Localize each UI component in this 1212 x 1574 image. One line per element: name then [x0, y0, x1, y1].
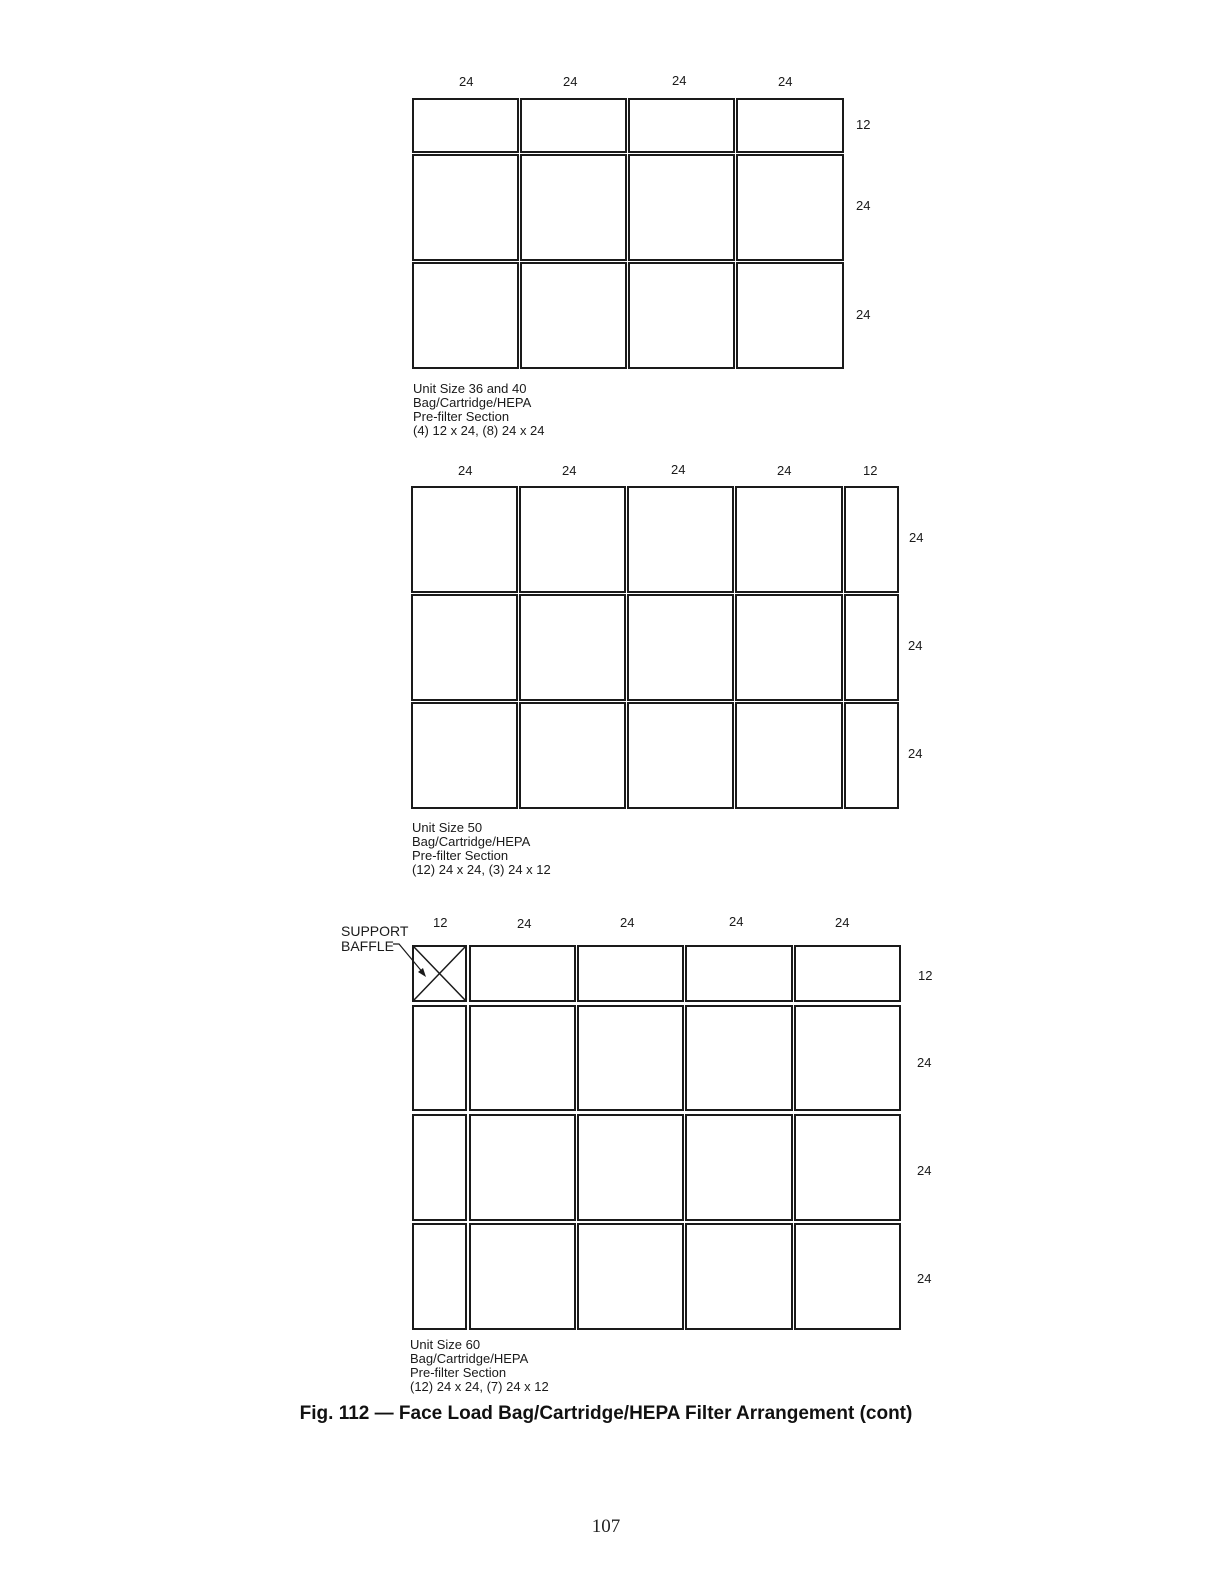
row-label: 12 — [918, 968, 933, 983]
filter-24x24 — [519, 702, 626, 809]
support-baffle-label — [341, 924, 408, 954]
filter-24x24 — [735, 486, 843, 593]
filter-24x24 — [735, 594, 843, 701]
filter-12x24 — [736, 98, 844, 153]
filter-24x24 — [577, 1114, 684, 1221]
caption-line: (4) 12 x 24, (8) 24 x 24 — [413, 423, 545, 438]
page-number: 107 — [591, 1516, 621, 1537]
col-label: 24 — [778, 74, 793, 89]
filter-24x24 — [794, 1223, 901, 1330]
caption-line: Bag/Cartridge/HEPA — [412, 834, 531, 849]
col-label: 24 — [458, 463, 473, 478]
unit-caption — [413, 382, 545, 438]
filter-24x24 — [411, 594, 518, 701]
col-label: 24 — [620, 915, 635, 930]
filter-24x24 — [412, 262, 519, 369]
filter-12x24 — [412, 98, 519, 153]
filter-24x24 — [628, 154, 735, 261]
filter-24x24 — [794, 1114, 901, 1221]
caption-line: Unit Size 60 — [410, 1337, 481, 1352]
unit-caption — [412, 821, 551, 877]
col-label: 24 — [777, 463, 792, 478]
row-label: 24 — [856, 307, 871, 322]
row-label: 24 — [917, 1271, 932, 1286]
row-label: 12 — [856, 117, 871, 132]
filter-24x24 — [411, 702, 518, 809]
filter-24x24 — [469, 1114, 576, 1221]
row-label: 24 — [908, 746, 923, 761]
filter-24x12 — [844, 594, 899, 701]
filter-24x24 — [627, 594, 734, 701]
filter-24x24 — [469, 1223, 576, 1330]
filter-24x24 — [412, 154, 519, 261]
filter-24x24 — [736, 262, 844, 369]
filter-24x24 — [520, 262, 627, 369]
filter-12x24 — [685, 945, 793, 1002]
filter-24x24 — [685, 1223, 793, 1330]
filter-24x24 — [469, 1005, 576, 1111]
filter-24x24 — [627, 702, 734, 809]
filter-24x24 — [519, 594, 626, 701]
caption-line: (12) 24 x 24, (3) 24 x 12 — [412, 862, 551, 877]
filter-12x24 — [469, 945, 576, 1002]
filter-24x24 — [577, 1223, 684, 1330]
row-label: 24 — [908, 638, 923, 653]
col-label: 24 — [563, 74, 578, 89]
caption-line: Unit Size 36 and 40 — [413, 381, 527, 396]
filter-24x12 — [844, 702, 899, 809]
col-label: 12 — [863, 463, 878, 478]
caption-line: Unit Size 50 — [412, 820, 483, 835]
filter-24x12 — [412, 1223, 467, 1330]
filter-24x24 — [794, 1005, 901, 1111]
callout-line: BAFFLE — [341, 938, 394, 954]
row-label: 24 — [909, 530, 924, 545]
col-label: 24 — [459, 74, 474, 89]
filter-24x24 — [627, 486, 734, 593]
support-baffle — [412, 945, 467, 1002]
filter-24x12 — [412, 1005, 467, 1111]
filter-24x24 — [520, 154, 627, 261]
filter-24x24 — [685, 1114, 793, 1221]
caption-line: Pre-filter Section — [410, 1365, 507, 1380]
filter-24x24 — [519, 486, 626, 593]
col-label: 24 — [835, 915, 850, 930]
caption-line: (12) 24 x 24, (7) 24 x 12 — [410, 1379, 549, 1394]
filter-12x24 — [794, 945, 901, 1002]
row-label: 24 — [856, 198, 871, 213]
filter-24x12 — [412, 1114, 467, 1221]
callout-line: SUPPORT — [341, 923, 409, 939]
filter-24x24 — [411, 486, 518, 593]
row-label: 24 — [917, 1163, 932, 1178]
filter-24x24 — [736, 154, 844, 261]
col-label: 24 — [729, 914, 744, 929]
filter-12x24 — [520, 98, 627, 153]
figure-title: Fig. 112 — Face Load Bag/Cartridge/HEPA Filter Arrangement (cont) — [299, 1403, 913, 1424]
col-label: 12 — [433, 915, 448, 930]
caption-line: Bag/Cartridge/HEPA — [410, 1351, 529, 1366]
col-label: 24 — [517, 916, 532, 931]
row-label: 24 — [917, 1055, 932, 1070]
filter-12x24 — [577, 945, 684, 1002]
col-label: 24 — [562, 463, 577, 478]
unit-caption — [410, 1338, 549, 1394]
caption-line: Bag/Cartridge/HEPA — [413, 395, 532, 410]
caption-line: Pre-filter Section — [412, 848, 509, 863]
filter-24x24 — [628, 262, 735, 369]
filter-24x24 — [577, 1005, 684, 1111]
filter-24x24 — [685, 1005, 793, 1111]
caption-line: Pre-filter Section — [413, 409, 510, 424]
col-label: 24 — [672, 73, 687, 88]
col-label: 24 — [671, 462, 686, 477]
filter-12x24 — [628, 98, 735, 153]
filter-24x24 — [735, 702, 843, 809]
filter-24x12 — [844, 486, 899, 593]
